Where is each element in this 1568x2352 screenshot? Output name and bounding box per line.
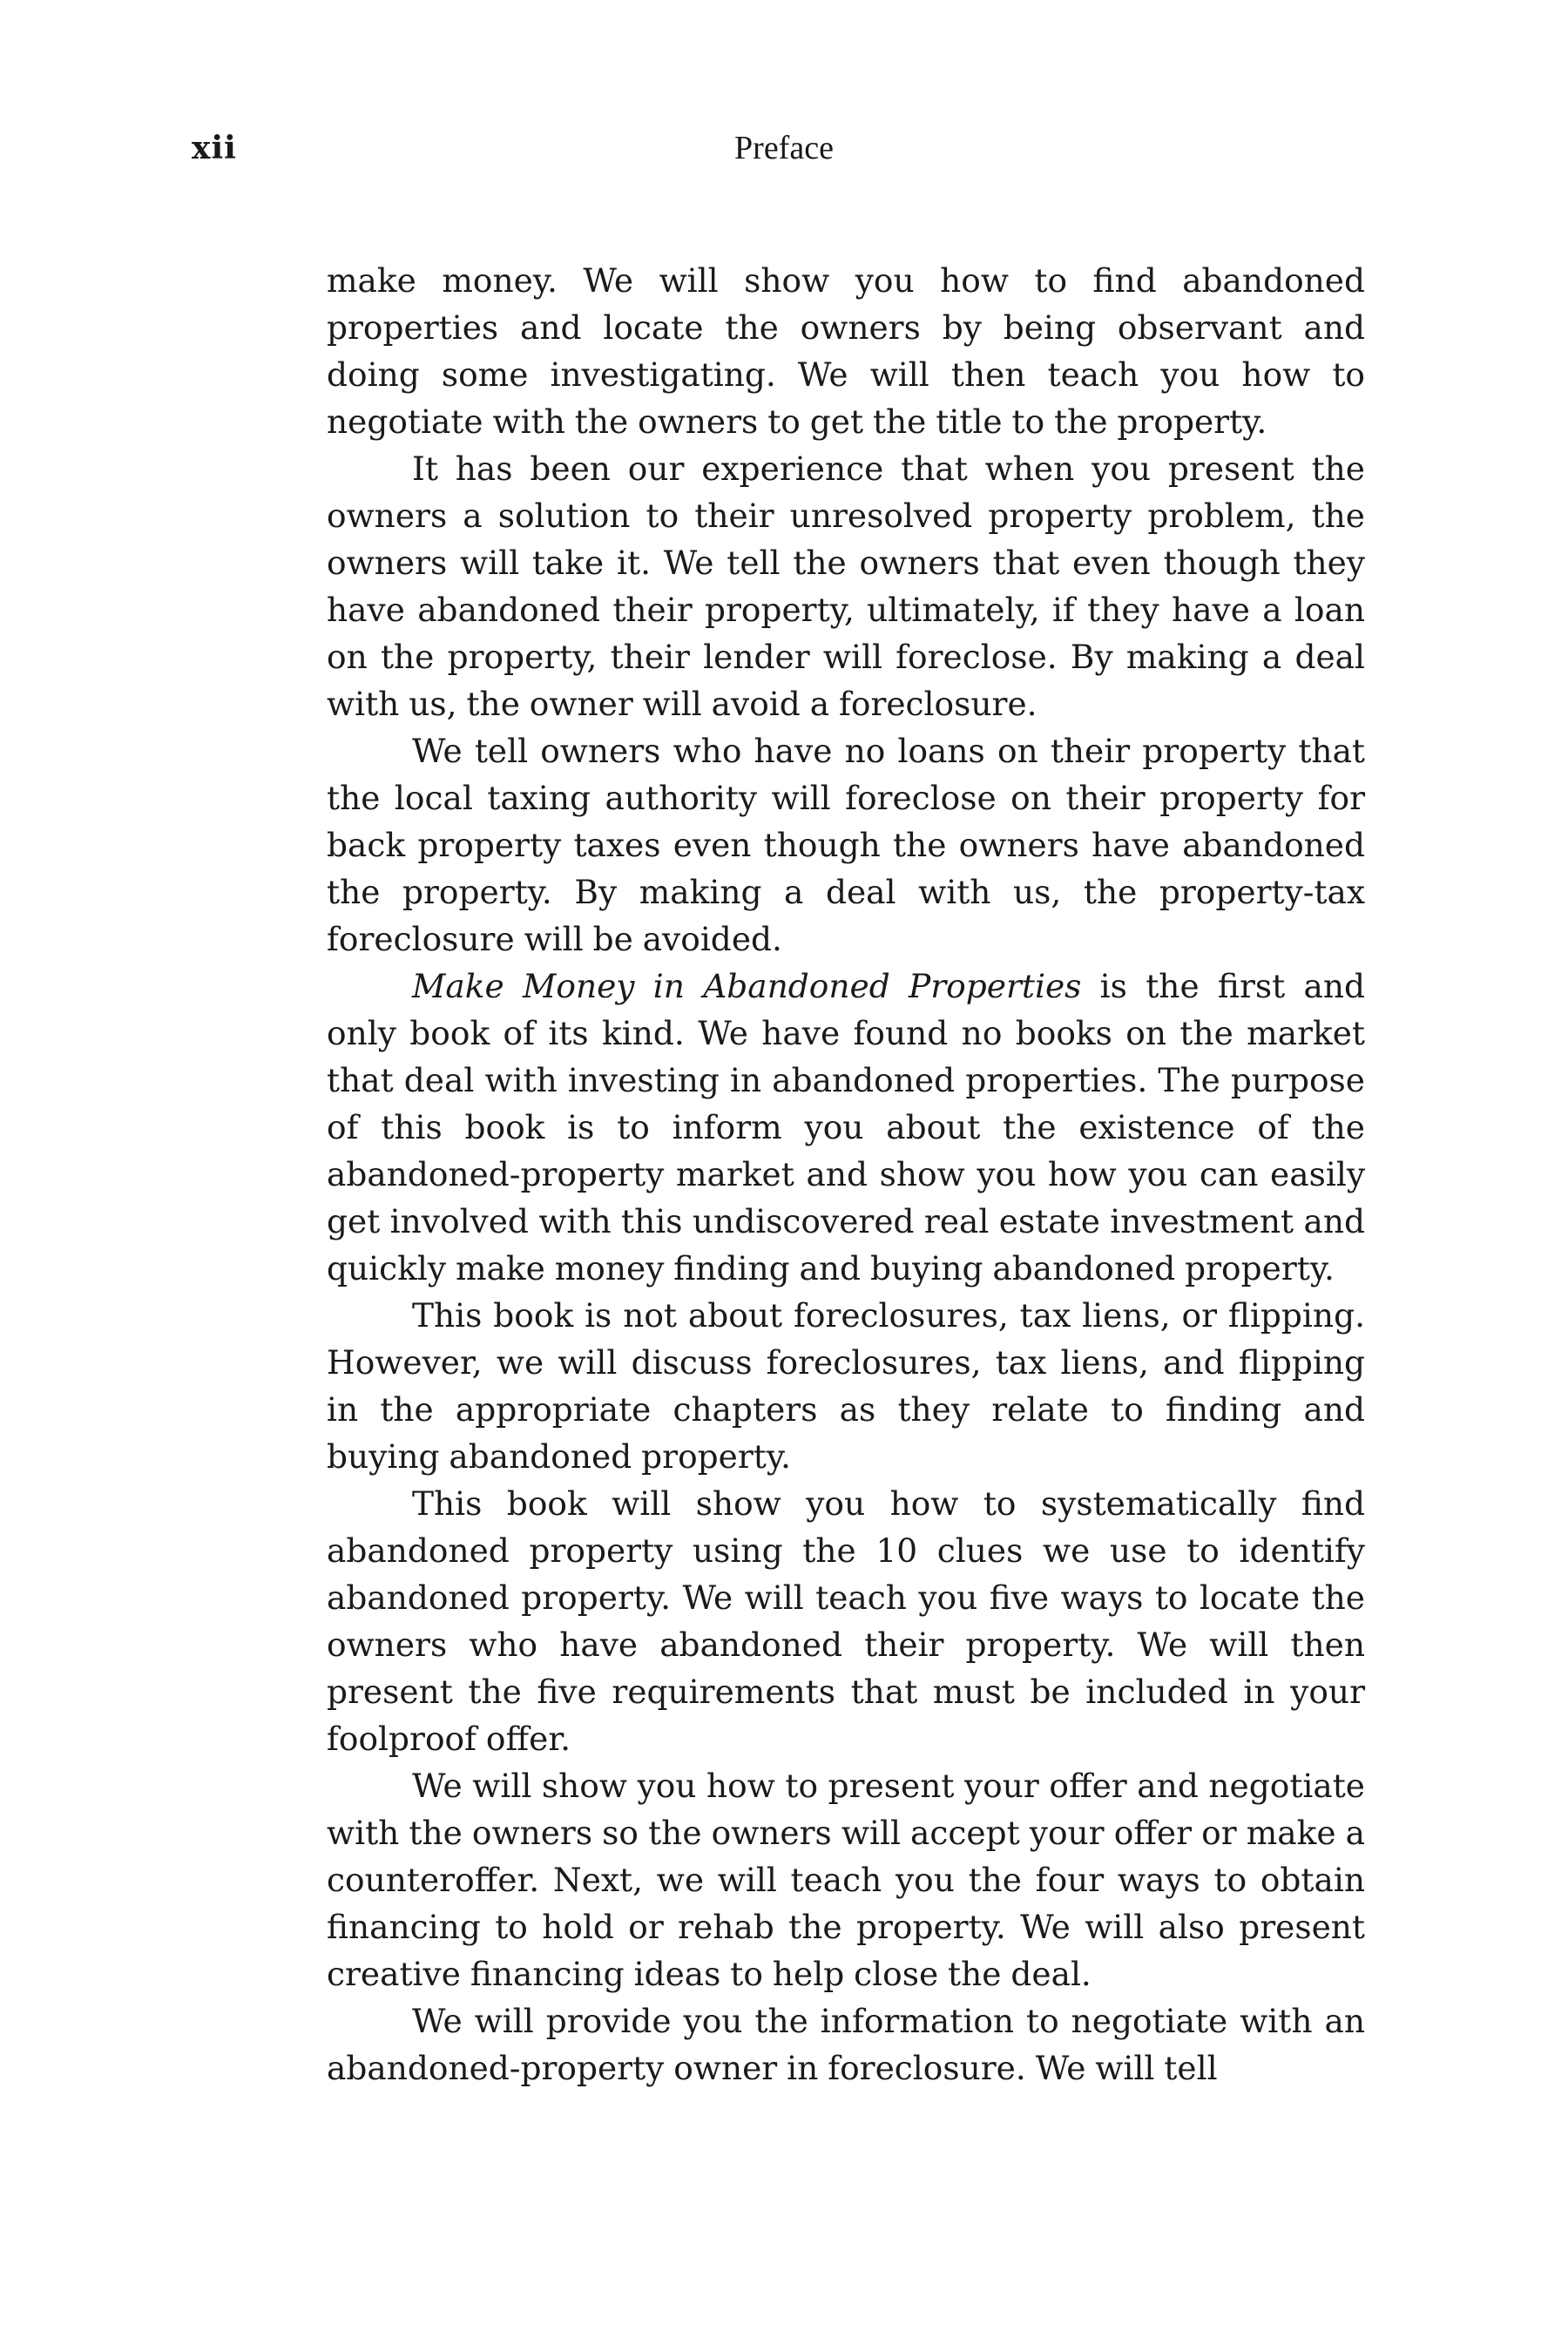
paragraph-1: make money. We will show you how to find abandoned properties and locate the owners by being observant and doing some investigating. We will then teach you how to negotiate with the owners to get the title to the property. — [327, 261, 1365, 441]
body-text — [327, 257, 1365, 2092]
book-title-reference: Make Money in Abandoned Properties — [412, 967, 1082, 1005]
page-number: xii — [192, 130, 237, 166]
paragraph-4 — [327, 963, 1365, 1292]
paragraph-3: We tell owners who have no loans on their property that the local taxing authority will foreclose on their property for back property taxes even though the owners have abandoned the property. By making a deal with us, the property-tax foreclosure will be avoided. — [327, 732, 1365, 958]
paragraph-8: We will provide you the information to negotiate with an abandoned-property owner in foreclosure. We will tell — [327, 2002, 1365, 2087]
paragraph-5: This book is not about foreclosures, tax liens, or flipping. However, we will discuss foreclosures, tax liens, and flipping in the appropriate chapters as they relate to finding and buying abandoned property. — [327, 1296, 1365, 1476]
paragraph-2: It has been our experience that when you present the owners a solution to their unresolved property problem, the owners will take it. We tell the owners that even though they have abandoned their property, ultimately, if they have a loan on the property, their lender will foreclose. By making a deal with us, the owner will avoid a foreclosure. — [327, 449, 1365, 723]
running-head: Preface — [734, 130, 834, 166]
paragraph-7: We will show you how to present your offer and negotiate with the owners so the owners will accept your offer or make a counteroffer. Next, we will teach you the four ways to obtain financing to hold or rehab the property. We will also present creative financing ideas to help close the deal. — [327, 1767, 1365, 1993]
paragraph-6: This book will show you how to systematically find abandoned property using the 10 clues we use to identify abandoned property. We will teach you five ways to locate the owners who have abandoned their property. We will then present the five requirements that must be included in your foolproof offer. — [327, 1484, 1365, 1758]
paragraph-4-text: is the first and only book of its kind. We have found no books on the market that deal with investing in abandoned properties. The purpose of this book is to inform you about the existence of the abandoned-property market and show you how you can easily get involved with this undiscovered real estate investment and quickly make money finding and buying abandoned property. — [327, 967, 1365, 1288]
page-header — [0, 126, 1568, 170]
